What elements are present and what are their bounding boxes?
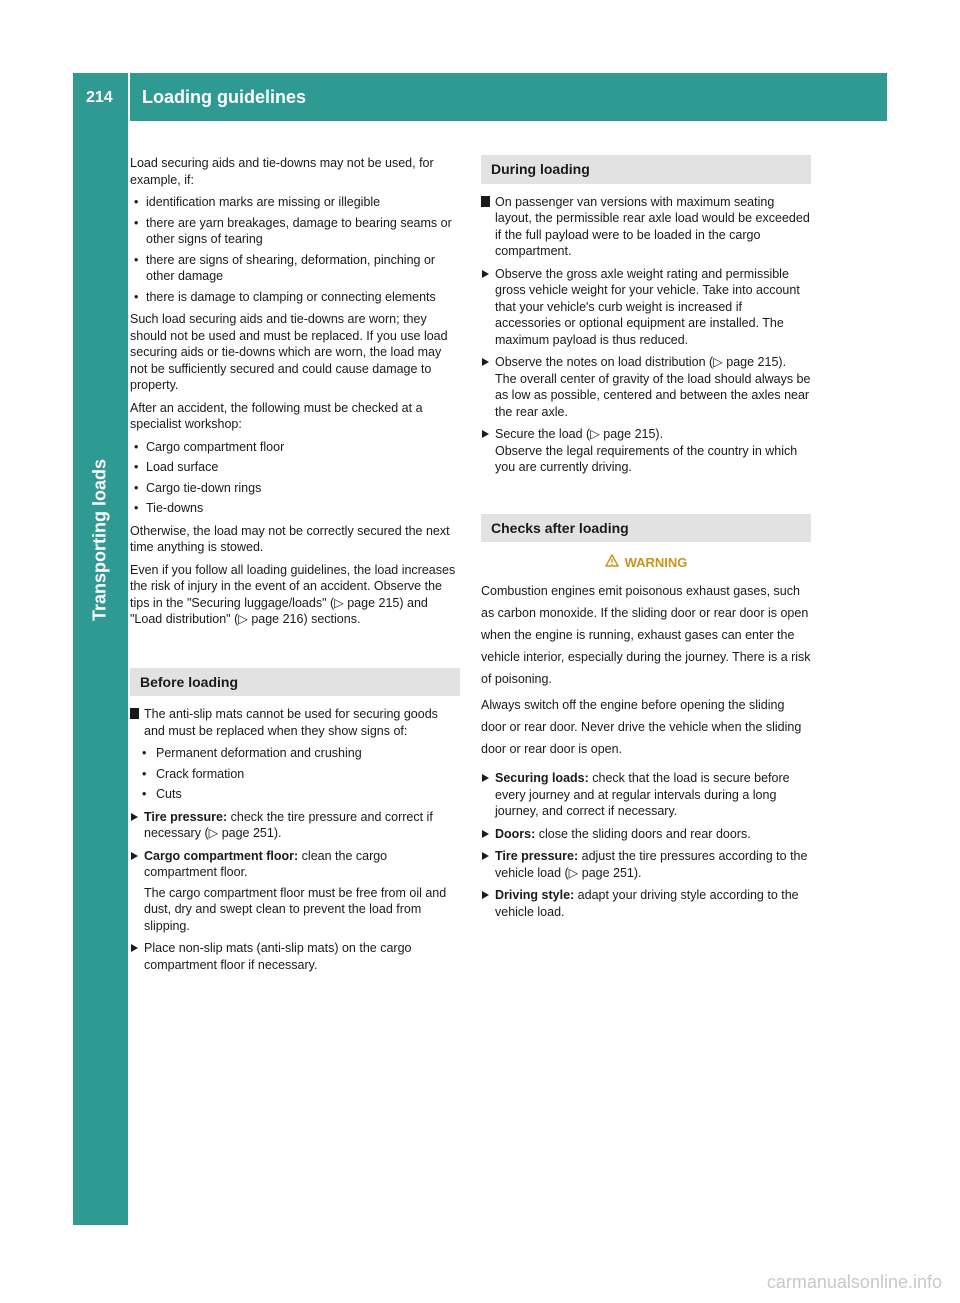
note-icon (130, 708, 139, 719)
worn-text: Such load securing aids and tie-downs are worn; they should not be used and must be replaced. If you use load securing aids or tie-downs which are worn, the load may not be sufficiently secured and could cause damage to property. (130, 312, 448, 392)
note-anti-slip (130, 706, 460, 739)
step-securing-loads (481, 770, 811, 820)
guidelines-text: Even if you follow all loading guidelines, the load increases the risk of injury in the event of an accident. Observe the tips in the "Securing luggage/loads" (▷ page 215) and "Load distribution" (▷ page 216) sections. (130, 562, 456, 626)
arrow-icon (482, 270, 489, 278)
list-item: • there are signs of shearing, deformation, pinching or other damage (130, 252, 460, 285)
note-list (130, 745, 460, 803)
warning-text: Always switch off the engine before opening the sliding door or rear door. Never drive the vehicle when the sliding door or rear door is open. (481, 698, 802, 756)
step-load-distribution (481, 354, 811, 420)
step-label: Securing loads: (495, 771, 589, 785)
note-icon (481, 196, 490, 207)
header-divider (128, 73, 130, 121)
page-number: 214 (86, 89, 113, 106)
step-text: check that the load is secure before every journey and at regular intervals during a long journey, and correct if necessary. (495, 771, 790, 818)
step-text: check the tire pressure and correct if necessary (▷ page 251). (144, 809, 433, 840)
step-non-slip-mats (130, 940, 460, 973)
section-heading-before-loading: Before loading (130, 668, 460, 697)
list-item: • Tie-downs (130, 500, 460, 517)
step-cargo-floor (130, 848, 460, 935)
list-item: • Cuts (130, 786, 460, 803)
section-heading-checks-after-loading: Checks after loading (481, 514, 811, 543)
arrow-icon (131, 852, 138, 860)
accident-text: After an accident, the following must be checked at a specialist workshop: (130, 400, 423, 431)
step-text: adjust the tire pressures according to the vehicle load (▷ page 251). (495, 849, 808, 880)
arrow-icon (482, 852, 489, 860)
step-text: Secure the load (▷ page 215). (495, 427, 664, 441)
page-title: Loading guidelines (142, 87, 307, 107)
intro-text: Load securing aids and tie-downs may not be used, for example, if: (130, 156, 434, 187)
warning-box (481, 552, 811, 760)
step-label: Tire pressure: (144, 809, 228, 824)
list-item: • there is damage to clamping or connecting elements (130, 289, 460, 306)
step-secure-load (481, 426, 811, 476)
check-list (130, 439, 460, 517)
arrow-icon (482, 830, 489, 838)
arrow-icon (482, 358, 489, 366)
chapter-sidebar (73, 121, 128, 1225)
chapter-label: Transporting loads (89, 458, 110, 622)
arrow-icon (482, 430, 489, 438)
warning-triangle-icon (605, 552, 619, 574)
warning-header (481, 552, 811, 574)
list-item: • there are yarn breakages, damage to bearing seams or other signs of tearing (130, 215, 460, 248)
list-item: • Cargo compartment floor (130, 439, 460, 456)
section-heading-during-loading: During loading (481, 155, 811, 184)
otherwise-text: Otherwise, the load may not be correctly secured the next time anything is stowed. (130, 523, 450, 554)
step-tire-pressure-after (481, 848, 811, 881)
list-item: • Cargo tie-down rings (130, 480, 460, 497)
list-item: • Permanent deformation and crushing (130, 745, 460, 762)
step-axle-weight (481, 266, 811, 349)
arrow-icon (131, 944, 138, 952)
step-doors (481, 826, 811, 843)
arrow-icon (482, 891, 489, 899)
step-subtext: The cargo compartment floor must be free from oil and dust, dry and swept clean to prevent the load from slipping. (144, 885, 447, 933)
list-item: • identification marks are missing or illegible (130, 194, 460, 211)
watermark: carmanualsonline.info (766, 1272, 942, 1292)
arrow-icon (131, 813, 138, 821)
step-text: Observe the notes on load distribution (▷ page 215). (495, 355, 787, 369)
note-text: On passenger van versions with maximum seating layout, the permissible rear axle load would be exceeded if the full payload were to be loaded in the cargo compartment. (495, 194, 810, 258)
step-label: Tire pressure: (495, 849, 579, 863)
note-text: The anti-slip mats cannot be used for securing goods and must be replaced when they show signs of: (144, 707, 438, 738)
step-subtext: The overall center of gravity of the load should always be as low as possible, centered and between the axles near the rear axle. (495, 371, 811, 419)
step-tire-pressure (130, 809, 460, 842)
note-passenger-van (481, 194, 811, 260)
warning-text: Combustion engines emit poisonous exhaust gases, such as carbon monoxide. If the sliding door or rear door is open when the engine is running, exhaust gases can enter the vehicle interior, especially during the journey. There is a risk of poisoning. (481, 584, 811, 686)
step-text: Observe the gross axle weight rating and permissible gross vehicle weight for your vehicle. Take into account that your vehicle's curb weight is increased if accessories or optional equipment are installed. The maximum payload is thus reduced. (495, 266, 800, 347)
step-label: Doors: (495, 826, 536, 841)
list-item: • Crack formation (130, 766, 460, 783)
step-label: Driving style: (495, 888, 575, 902)
list-item: • Load surface (130, 459, 460, 476)
step-driving-style (481, 887, 811, 920)
step-text: adapt your driving style according to the vehicle load. (495, 888, 799, 919)
step-text: clean the cargo compartment floor. (144, 848, 388, 879)
step-text: Place non-slip mats (anti-slip mats) on the cargo compartment floor if necessary. (144, 941, 412, 972)
step-text: close the sliding doors and rear doors. (535, 826, 751, 841)
condition-list (130, 194, 460, 305)
step-label: Cargo compartment floor: (144, 848, 299, 863)
right-column (481, 155, 811, 926)
left-column (130, 155, 460, 979)
warning-label: WARNING (624, 555, 688, 570)
arrow-icon (482, 774, 489, 782)
step-subtext: Observe the legal requirements of the country in which you are currently driving. (495, 443, 798, 474)
